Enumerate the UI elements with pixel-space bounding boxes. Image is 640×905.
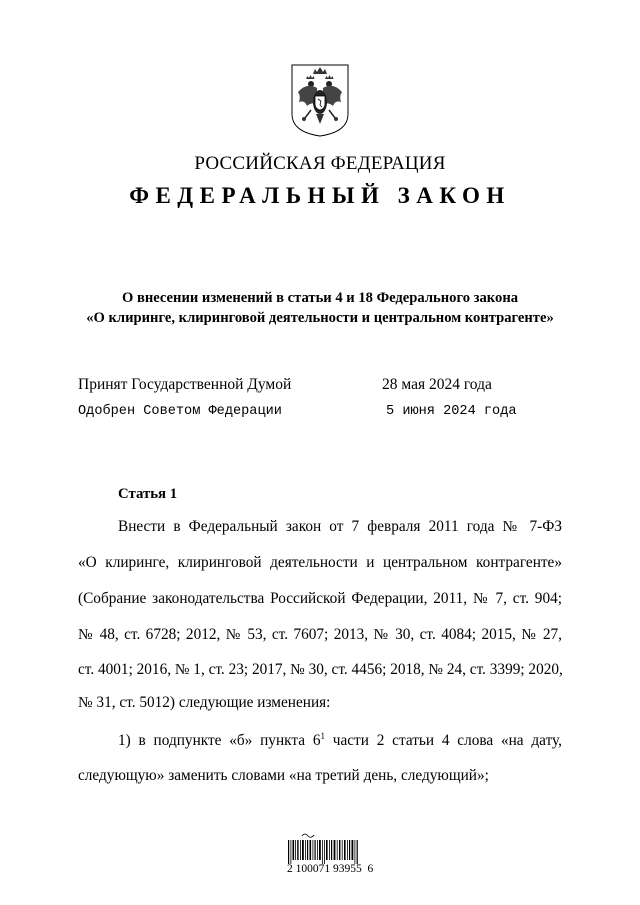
article-text-line: № 48, ст. 6728; 2012, № 53, ст. 7607; 2013, № 30, ст. 4084; 2015, № 27, bbox=[78, 626, 562, 643]
law-type-heading: ФЕДЕРАЛЬНЫЙ ЗАКОН bbox=[129, 183, 511, 208]
duma-adoption-label: Принят Государственной Думой bbox=[78, 376, 292, 393]
council-approval-label: Одобрен Советом Федерации bbox=[78, 404, 282, 419]
amendment-item-1-line-2: следующую» заменить словами «на третий день, следующий»; bbox=[78, 767, 489, 784]
article-heading: Статья 1 bbox=[118, 486, 178, 502]
article-text-line: «О клиринге, клиринговой деятельности и центральном контрагенте» bbox=[78, 554, 562, 571]
article-text-line: ст. 4001; 2016, № 1, ст. 23; 2017, № 30, ст. 4456; 2018, № 24, ст. 3399; 2020, bbox=[78, 661, 563, 678]
article-text-line: № 31, ст. 5012) следующие изменения: bbox=[78, 694, 331, 711]
duma-adoption-date: 28 мая 2024 года bbox=[382, 376, 492, 393]
law-subject-line-1: О внесении изменений в статьи 4 и 18 Федерального закона bbox=[121, 290, 519, 306]
coat-of-arms-emblem bbox=[289, 62, 351, 138]
article-text-line: Внести в Федеральный закон от 7 февраля 2011 года № 7-ФЗ bbox=[118, 518, 562, 535]
barcode-number: 2 100071 93955 6 bbox=[287, 863, 374, 875]
law-subject-line-2: «О клиринге, клиринговой деятельности и центральном контрагенте» bbox=[86, 310, 554, 326]
country-heading: РОССИЙСКАЯ ФЕДЕРАЦИЯ bbox=[194, 153, 446, 174]
superscript: 1 bbox=[320, 731, 325, 741]
article-text-line: (Собрание законодательства Российской Федерации, 2011, № 7, ст. 904; bbox=[78, 590, 562, 607]
council-approval-date: 5 июня 2024 года bbox=[386, 404, 517, 419]
amendment-item-1-line-1: 1) в подпункте «б» пункта $6^1$ части 2 статьи 4 слова «на дату, bbox=[118, 731, 562, 749]
